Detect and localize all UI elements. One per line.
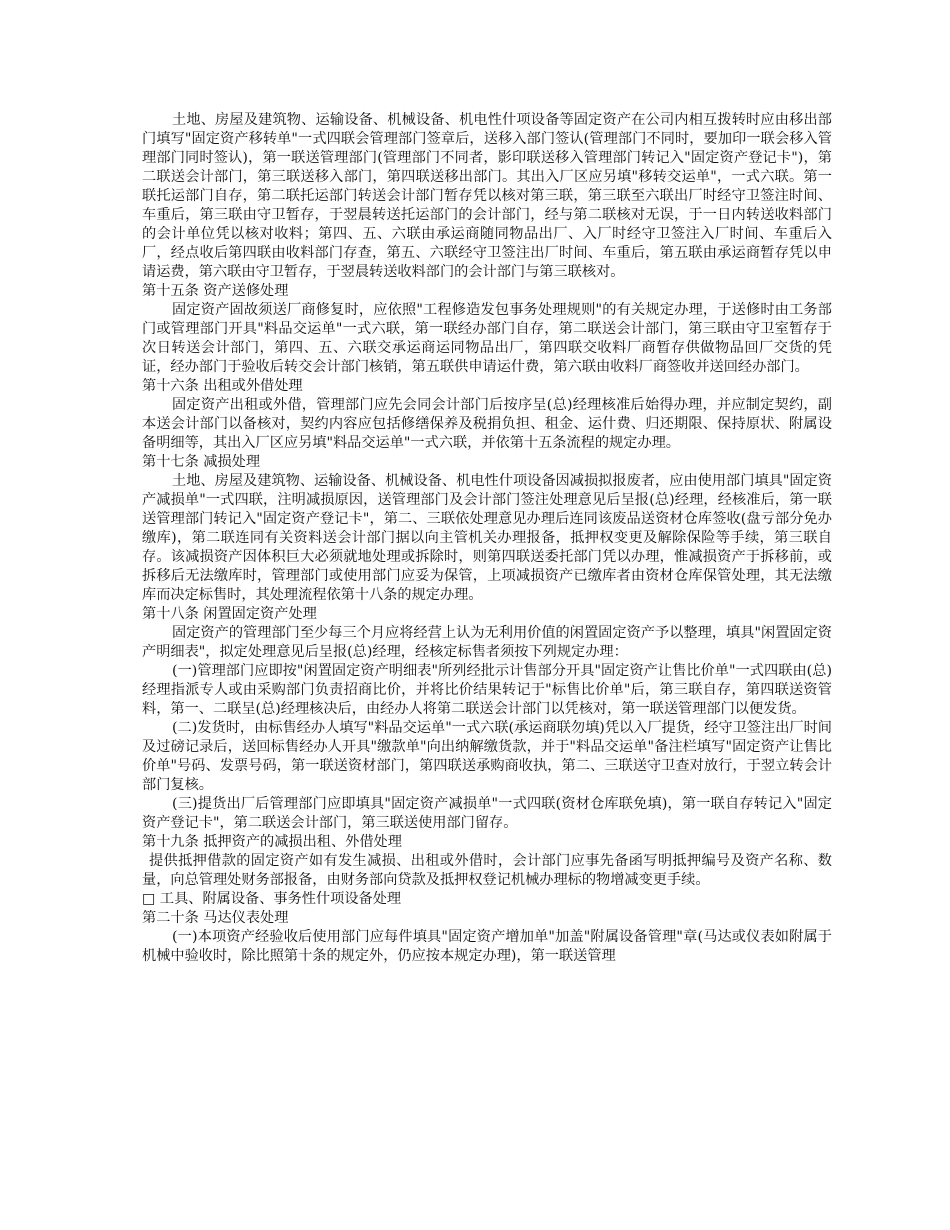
paragraph-lease-procedure: 固定资产出租或外借，管理部门应先会同会计部门后按序呈(总)经理核准后始得办理，并应制定契约，副本送会计部门以备核对，契约内容应包括修缮保养及税捐负担、租金、运什费、归还期限、保持原状、附属设备明细等，其出入厂区应另填"料品交运单"一式六联，并依第十五条流程的规定办理。 — [142, 397, 832, 451]
paragraph-motor-meter-item-1: (一)本项资产经验收后使用部门应每件填具"固定资产增加单"加盖"附属设备管理"章(马达或仪表如附属于机械中验收时，除比照第十条的规定外，仍应按本规定办理)，第一联送管理 — [142, 929, 832, 964]
document-page — [142, 111, 832, 966]
heading-article-16: 第十六条 出租或外借处理 — [142, 378, 303, 394]
heading-tools-section: □ 工具、附属设备、事务性什项设备处理 — [142, 891, 402, 907]
paragraph-idle-assets-item-1: (一)管理部门应即按"闲置固定资产明细表"所列经批示计售部分开具"固定资产让售比价单"一式四联由(总)经理指派专人或由采购部门负责招商比价，并将比价结果转记于"标售比价单"后，第三联自存，第四联送资管料，第一、二联呈(总)经理核决后，由经办人将第二联送会计部门以凭核对，第一联送管理部门以便发货。 — [142, 663, 832, 717]
paragraph-idle-assets-item-2: (二)发货时，由标售经办人填写"料品交运单"一式六联(承运商联勿填)凭以入厂提货，经守卫签注出厂时间及过磅记录后，送回标售经办人开具"缴款单"向出纳解缴货款，并于"料品交运单"备注栏填写"固定资产让售比价单"号码、发票号码，第一联送资材部门，第四联送承购商收执，第二、三联送守卫查对放行，于翌立转会计部门复核。 — [142, 720, 832, 793]
paragraph-idle-assets-item-3: (三)提货出厂后管理部门应即填具"固定资产减损单"一式四联(资材仓库联免填)，第一联自存转记入"固定资产登记卡"，第二联送会计部门，第三联送使用部门留存。 — [142, 796, 832, 831]
heading-article-19: 第十九条 抵押资产的减损出租、外借处理 — [142, 834, 402, 850]
heading-article-15: 第十五条 资产送修处理 — [142, 283, 289, 299]
paragraph-idle-assets-intro: 固定资产的管理部门至少每三个月应将经营上认为无利用价值的闲置固定资产予以整理，填具"闲置固定资产明细表"，拟定处理意见后呈报(总)经理，经核定标售者须按下列规定办理： — [142, 625, 832, 660]
paragraph-transfer-procedure: 土地、房屋及建筑物、运输设备、机械设备、机电性什项设备等固定资产在公司内相互拨转时应由移出部门填写"固定资产移转单"一式四联会管理部门签章后，送移入部门签认(管理部门不同时，要加印一联会移入管理部门同时签认)，第一联送管理部门(管理部门不同者，影印联送移入管理部门转记入"固定资产登记卡")，第二联送会计部门，第三联送移入部门，第四联送移出部门。其出入厂区应另填"移转交运单"，一式六联。第一联托运部门自存，第二联托运部门转送会计部门暂存凭以核对第三联，第三联至六联出厂时经守卫签注时间、车重后，第三联由守卫暂存，于翌晨转送托运部门的会计部门，经与第二联核对无误，于一日内转送收料部门的会计单位凭以核对收料；第四、五、六联由承运商随同物品出厂、入厂时经守卫签注入厂时间、车重后入厂，经点收后第四联由收料部门存查，第五、六联经守卫签注出厂时间、车重后，第五联由承运商暂存凭以申请运费，第六联由守卫暂存，于翌晨转送收料部门的会计部门与第三联核对。 — [142, 112, 832, 280]
heading-article-20: 第二十条 马达仪表处理 — [142, 910, 289, 926]
heading-article-18: 第十八条 闲置固定资产处理 — [142, 606, 317, 622]
paragraph-impairment-procedure: 土地、房屋及建筑物、运输设备、机械设备、机电性什项设备因减损拟报废者，应由使用部门填具"固定资产减损单"一式四联，注明减损原因，送管理部门及会计部门签注处理意见后呈报(总)经理，经核准后，第一联送管理部门转记入"固定资产登记卡"，第二、三联依处理意见办理后连同该废品送资材仓库签收(盘亏部分免办缴库)，第二联连同有关资料送会计部门据以向主管机关办理报备，抵押权变更及解除保险等手续，第三联自存。该减损资产因体积巨大必须就地处理或拆除时，则第四联送委托部门凭以办理，惟减损资产于拆移前，或拆移后无法缴库时，管理部门或使用部门应妥为保管，上项减损资产已缴库者由资材仓库保管处理，其无法缴库而决定标售时，其处理流程依第十八条的规定办理。 — [142, 473, 832, 603]
paragraph-repair-procedure: 固定资产固故须送厂商修复时，应依照"工程修造发包事务处理规则"的有关规定办理，于送修时由工务部门或管理部门开具"料品交运单"一式六联，第一联经办部门自存，第二联送会计部门，第三联由守卫室暂存于次日转送会计部门，第四、五、六联交承运商运同物品出厂，第四联交收料厂商暂存供做物品回厂交货的凭证，经办部门于验收后转交会计部门核销，第五联供申请运什费，第六联由收料厂商签收并送回经办部门。 — [142, 302, 832, 375]
heading-article-17: 第十七条 减损处理 — [142, 454, 261, 470]
paragraph-mortgaged-assets: 提供抵押借款的固定资产如有发生减损、出租或外借时，会计部门应事先备函写明抵押编号及资产名称、数量，向总管理处财务部报备，由财务部向贷款及抵押权登记机械办理标的物增减变更手续。 — [142, 853, 832, 888]
